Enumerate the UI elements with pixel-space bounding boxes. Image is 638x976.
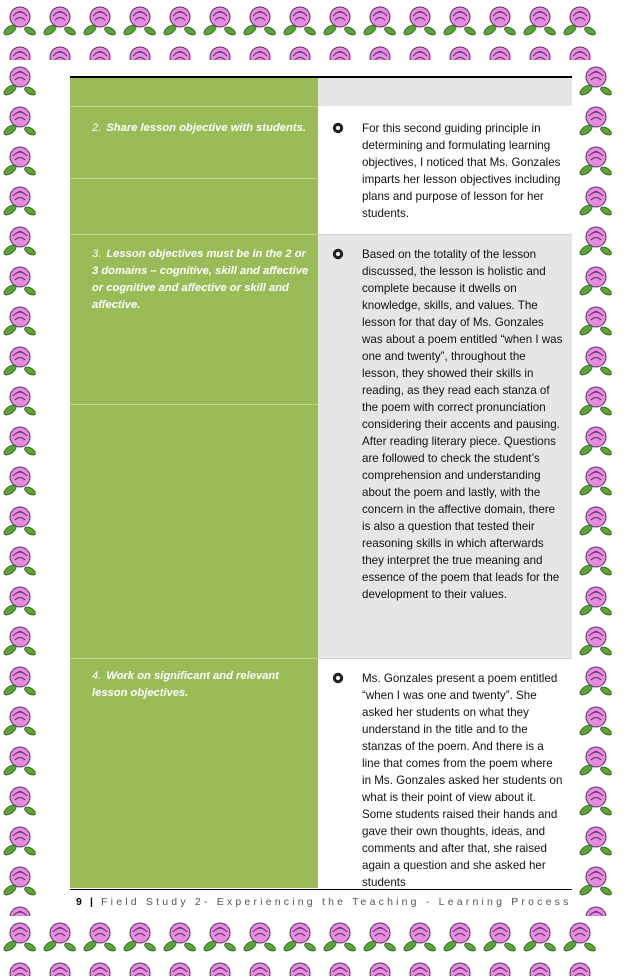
rose-flower-icon bbox=[576, 460, 616, 500]
rose-flower-icon bbox=[0, 860, 40, 900]
rose-flower-icon bbox=[576, 900, 616, 916]
rose-flower-icon bbox=[120, 0, 160, 40]
rose-flower-icon bbox=[160, 956, 200, 976]
rose-flower-icon bbox=[440, 40, 480, 60]
floral-border-top bbox=[0, 0, 638, 60]
principle-number: 3. bbox=[92, 248, 102, 260]
rose-flower-icon bbox=[280, 0, 320, 40]
rose-flower-icon bbox=[280, 40, 320, 60]
rose-flower-icon bbox=[520, 0, 560, 40]
rose-flower-icon bbox=[240, 956, 280, 976]
rose-flower-icon bbox=[576, 860, 616, 900]
principle-item-3 bbox=[92, 246, 310, 314]
rose-flower-icon bbox=[40, 916, 80, 956]
rose-flower-icon bbox=[480, 40, 520, 60]
rose-flower-icon bbox=[520, 956, 560, 976]
rose-flower-icon bbox=[360, 916, 400, 956]
rose-flower-icon bbox=[576, 540, 616, 580]
rose-flower-icon bbox=[0, 916, 40, 956]
rose-flower-icon bbox=[0, 0, 40, 40]
rose-flower-icon bbox=[480, 0, 520, 40]
principle-title: Work on significant and relevant lesson objectives. bbox=[92, 670, 279, 699]
observation-header bbox=[318, 78, 572, 106]
rose-flower-icon bbox=[280, 916, 320, 956]
principles-table bbox=[70, 78, 572, 888]
page-footer bbox=[76, 896, 576, 908]
rose-flower-icon bbox=[0, 500, 40, 540]
observation-item-3 bbox=[332, 246, 564, 603]
rose-flower-icon bbox=[40, 40, 80, 60]
rose-flower-icon bbox=[0, 60, 40, 100]
rose-flower-icon bbox=[280, 956, 320, 976]
rose-flower-icon bbox=[400, 0, 440, 40]
rose-flower-icon bbox=[160, 0, 200, 40]
principle-title: Lesson objectives must be in the 2 or 3 domains – cognitive, skill and affective or cognitive and affective or skill and affective. bbox=[92, 248, 309, 311]
rose-flower-icon bbox=[0, 180, 40, 220]
rose-flower-icon bbox=[0, 620, 40, 660]
footer-separator: | bbox=[89, 896, 93, 908]
rose-flower-icon bbox=[320, 916, 360, 956]
row-divider bbox=[70, 234, 318, 235]
rose-flower-icon bbox=[576, 180, 616, 220]
rose-flower-icon bbox=[0, 460, 40, 500]
rose-flower-icon bbox=[520, 916, 560, 956]
rose-flower-icon bbox=[576, 580, 616, 620]
rose-flower-icon bbox=[0, 780, 40, 820]
rose-flower-icon bbox=[0, 300, 40, 340]
rose-flower-icon bbox=[80, 40, 120, 60]
rose-flower-icon bbox=[80, 916, 120, 956]
rose-flower-icon bbox=[480, 956, 520, 976]
rose-flower-icon bbox=[576, 780, 616, 820]
rose-flower-icon bbox=[0, 420, 40, 460]
rose-flower-icon bbox=[400, 40, 440, 60]
rose-flower-icon bbox=[480, 916, 520, 956]
observation-text: Based on the totality of the lesson discussed, the lesson is holistic and complete because it dwells on knowledge, skills, and values. The lesson for that day of Ms. Gonzales was about a poem entitled “when I was one and twenty”, throughout the lesson, they showed their skills in reading, as they read each stanza of the poem with correct pronunciation considering their accents and pausing. After reading literary piece. Questions are followed to check the student’s comprehension and understanding about the poem and lastly, with the concern in the affective domain, there is also a question that tested their reasoning skills in which afterwards they interpret the true meaning and essence of the poem that leads for the development to their values. bbox=[362, 248, 563, 601]
row-divider bbox=[70, 658, 318, 659]
rose-flower-icon bbox=[0, 340, 40, 380]
observation-text: For this second guiding principle in determining and formulating learning objectives, I noticed that Ms. Gonzales imparts her lesson objectives including plans and purpose of lesson for her students. bbox=[362, 122, 561, 220]
rose-flower-icon bbox=[576, 260, 616, 300]
row-divider bbox=[70, 404, 318, 405]
principle-item-2 bbox=[92, 120, 310, 137]
observation-item-4 bbox=[332, 670, 564, 891]
rose-flower-icon bbox=[440, 916, 480, 956]
flower-bullet-icon bbox=[332, 122, 344, 134]
rose-flower-icon bbox=[0, 260, 40, 300]
observation-column bbox=[318, 78, 572, 888]
rose-flower-icon bbox=[576, 300, 616, 340]
rose-flower-icon bbox=[440, 0, 480, 40]
floral-border-left bbox=[0, 60, 62, 916]
rose-flower-icon bbox=[560, 40, 600, 60]
rose-flower-icon bbox=[80, 956, 120, 976]
principle-item-4 bbox=[92, 668, 310, 702]
rose-flower-icon bbox=[576, 100, 616, 140]
rose-flower-icon bbox=[0, 956, 40, 976]
observation-text: Ms. Gonzales present a poem entitled “when I was one and twenty”. She asked her students on what they understand in the title and to the stanzas of the poem. And there is a line that comes from the poem where in Ms. Gonzales asked her students on what is their point of view about it. Some students raised their hands and gave their own thoughts, ideas, and comments and after that, she raised again a question and she asked her students bbox=[362, 672, 563, 889]
rose-flower-icon bbox=[0, 660, 40, 700]
rose-flower-icon bbox=[120, 956, 160, 976]
rose-flower-icon bbox=[200, 40, 240, 60]
rose-flower-icon bbox=[360, 40, 400, 60]
rose-flower-icon bbox=[576, 700, 616, 740]
row-divider bbox=[70, 178, 318, 179]
flower-bullet-icon bbox=[332, 248, 344, 260]
rose-flower-icon bbox=[160, 916, 200, 956]
rose-flower-icon bbox=[0, 140, 40, 180]
rose-flower-icon bbox=[576, 620, 616, 660]
rose-flower-icon bbox=[320, 956, 360, 976]
rose-flower-icon bbox=[360, 956, 400, 976]
rose-flower-icon bbox=[320, 0, 360, 40]
rose-flower-icon bbox=[0, 820, 40, 860]
rose-flower-icon bbox=[40, 0, 80, 40]
principle-column bbox=[70, 78, 318, 888]
rose-flower-icon bbox=[0, 900, 40, 916]
rose-flower-icon bbox=[560, 916, 600, 956]
rose-flower-icon bbox=[560, 956, 600, 976]
rose-flower-icon bbox=[160, 40, 200, 60]
rose-flower-icon bbox=[576, 340, 616, 380]
rose-flower-icon bbox=[520, 40, 560, 60]
rose-flower-icon bbox=[440, 956, 480, 976]
rose-flower-icon bbox=[0, 380, 40, 420]
rose-flower-icon bbox=[120, 916, 160, 956]
page-number: 9 bbox=[76, 896, 82, 908]
rose-flower-icon bbox=[0, 40, 40, 60]
rose-flower-icon bbox=[576, 140, 616, 180]
rose-flower-icon bbox=[576, 220, 616, 260]
principle-title: Share lesson objective with students. bbox=[106, 122, 306, 134]
rose-flower-icon bbox=[40, 956, 80, 976]
principle-number: 2. bbox=[92, 122, 102, 134]
rose-flower-icon bbox=[0, 580, 40, 620]
rose-flower-icon bbox=[560, 0, 600, 40]
rose-flower-icon bbox=[0, 700, 40, 740]
floral-border-right bbox=[576, 60, 638, 916]
row-divider bbox=[318, 234, 572, 235]
rose-flower-icon bbox=[576, 500, 616, 540]
rose-flower-icon bbox=[240, 916, 280, 956]
rose-flower-icon bbox=[576, 380, 616, 420]
rose-flower-icon bbox=[400, 916, 440, 956]
rose-flower-icon bbox=[0, 100, 40, 140]
rose-flower-icon bbox=[360, 0, 400, 40]
rose-flower-icon bbox=[576, 60, 616, 100]
rose-flower-icon bbox=[0, 540, 40, 580]
footer-title: Field Study 2- Experiencing the Teaching - Learning Process bbox=[101, 896, 572, 908]
rose-flower-icon bbox=[240, 40, 280, 60]
rose-flower-icon bbox=[576, 740, 616, 780]
footer-rule bbox=[70, 889, 572, 890]
rose-flower-icon bbox=[200, 956, 240, 976]
rose-flower-icon bbox=[576, 420, 616, 460]
observation-item-2 bbox=[332, 120, 564, 222]
rose-flower-icon bbox=[120, 40, 160, 60]
row-divider bbox=[70, 106, 318, 107]
rose-flower-icon bbox=[0, 220, 40, 260]
rose-flower-icon bbox=[200, 916, 240, 956]
rose-flower-icon bbox=[80, 0, 120, 40]
rose-flower-icon bbox=[400, 956, 440, 976]
rose-flower-icon bbox=[200, 0, 240, 40]
floral-border-bottom bbox=[0, 916, 638, 976]
rose-flower-icon bbox=[576, 660, 616, 700]
rose-flower-icon bbox=[576, 820, 616, 860]
rose-flower-icon bbox=[320, 40, 360, 60]
rose-flower-icon bbox=[240, 0, 280, 40]
principle-number: 4. bbox=[92, 670, 102, 682]
rose-flower-icon bbox=[0, 740, 40, 780]
flower-bullet-icon bbox=[332, 672, 344, 684]
row-divider bbox=[318, 658, 572, 659]
